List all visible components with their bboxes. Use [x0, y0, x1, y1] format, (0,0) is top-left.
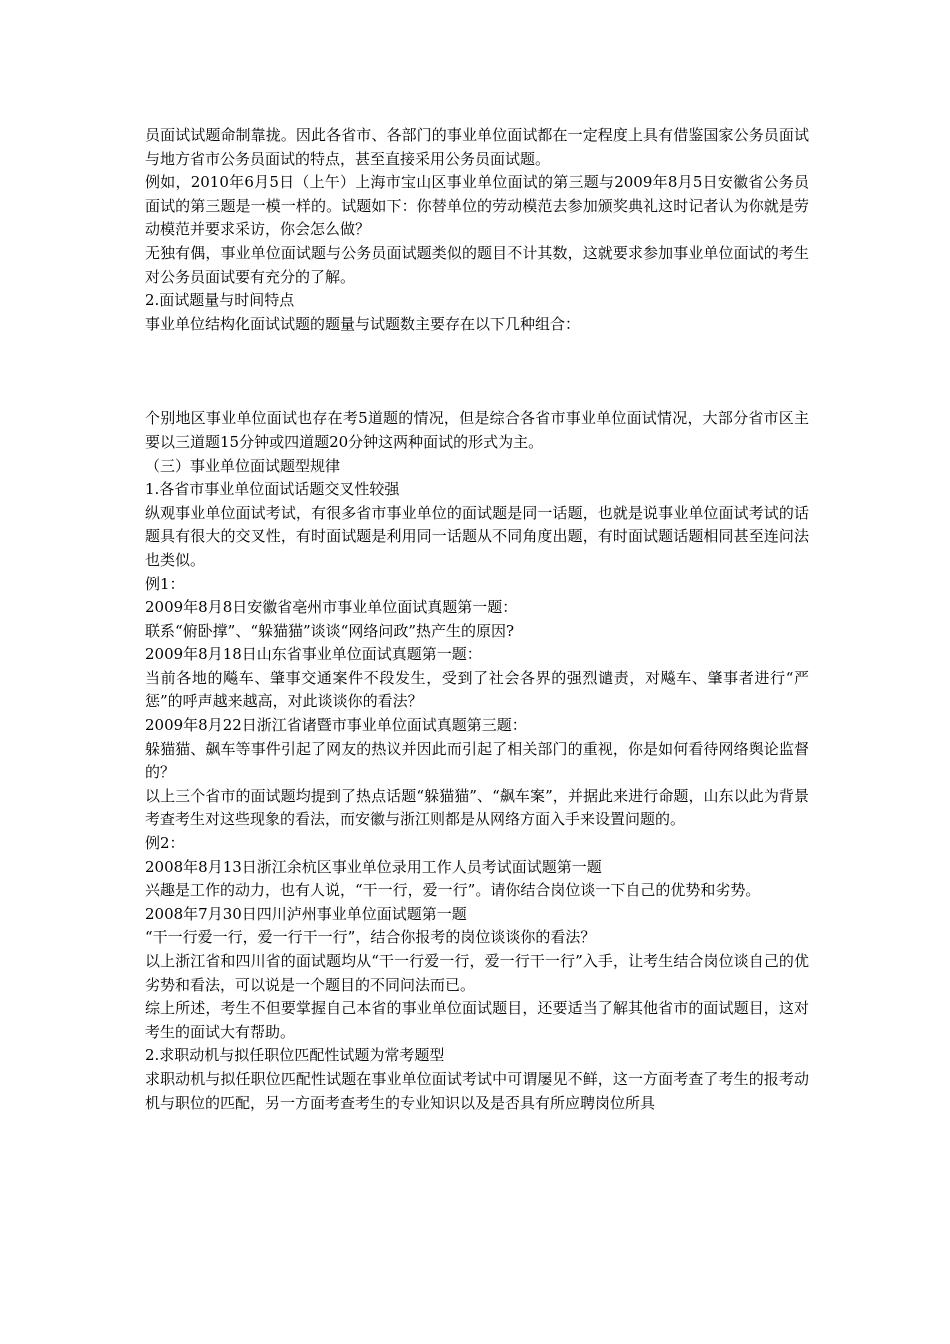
document-page — [145, 124, 809, 1115]
paragraph: 1.各省市事业单位面试话题交叉性较强 — [145, 480, 400, 499]
paragraph: 联系“俯卧撑”、“躲猫猫”谈谈“网络问政”热产生的原因? — [145, 621, 515, 640]
paragraph: 2.求职动机与拟任职位匹配性试题为常考题型 — [145, 1046, 445, 1065]
paragraph: 无独有偶，事业单位面试题与公务员面试题类似的题目不计其数，这就要求参加事业单位面试的考生对公务员面试要有充分的了解。 — [145, 243, 809, 286]
paragraph: 例1： — [145, 574, 185, 593]
paragraph: 个别地区事业单位面试也存在考5道题的情况，但是综合各省市事业单位面试情况，大部分省市区主要以三道题15分钟或四道题20分钟这两种面试的形式为主。 — [145, 409, 809, 451]
paragraph: “干一行爱一行，爱一行干一行”，结合你报考的岗位谈谈你的看法？ — [145, 928, 596, 947]
paragraph: （三）事业单位面试题型规律 — [145, 456, 341, 475]
document-body-top — [145, 124, 809, 336]
paragraph: 2009年8月22日浙江省诸暨市事业单位面试真题第三题： — [145, 716, 527, 735]
paragraph: 兴趣是工作的动力，也有人说，“干一行，爱一行”。请你结合岗位谈一下自己的优势和劣势。 — [145, 881, 761, 900]
paragraph: 2.面试题量与时间特点 — [145, 291, 295, 310]
paragraph: 2008年7月30日四川泸州事业单位面试题第一题 — [145, 904, 467, 923]
paragraph: 以上浙江省和四川省的面试题均从“干一行爱一行，爱一行干一行”入手，让考生结合岗位谈自己的优劣势和看法，可以说是一个题目的不同问法而已。 — [145, 952, 809, 994]
blank-gap — [145, 336, 809, 407]
paragraph: 求职动机与拟任职位匹配性试题在事业单位面试考试中可谓屡见不鲜，这一方面考查了考生的报考动机与职位的匹配，另一方面考查考生的专业知识以及是否具有所应聘岗位所具 — [145, 1069, 809, 1112]
paragraph: 综上所述，考生不但要掌握自己本省的事业单位面试题目，还要适当了解其他省市的面试题目，这对考生的面试大有帮助。 — [145, 999, 809, 1041]
paragraph: 例2： — [145, 834, 185, 853]
paragraph: 以上三个省市的面试题均提到了热点话题“躲猫猫”、“飙车案”，并据此来进行命题，山东以此为背景考查考生对这些现象的看法，而安徽与浙江则都是从网络方面入手来设置问题的。 — [145, 786, 809, 829]
paragraph: 2008年8月13日浙江余杭区事业单位录用工作人员考试面试题第一题 — [145, 857, 602, 876]
paragraph: 例如，2010年6月5日（上午）上海市宝山区事业单位面试的第三题与2009年8月5日安徽省公务员面试的第三题是一模一样的。试题如下：你替单位的劳动模范去参加颁奖典礼这时记者认为你就是劳动模范并要求采访，你会怎么做？ — [145, 173, 809, 239]
document-body-bottom — [145, 407, 809, 1115]
paragraph: 2009年8月8日安徽省亳州市事业单位面试真题第一题： — [145, 598, 518, 617]
paragraph: 纵观事业单位面试考试，有很多省市事业单位的面试题是同一话题，也就是说事业单位面试考试的话题具有很大的交叉性，有时面试题是利用同一话题从不同角度出题，有时面试题话题相同甚至连问法也类似。 — [145, 503, 809, 569]
paragraph: 躲猫猫、飙车等事件引起了网友的热议并因此而引起了相关部门的重视，你是如何看待网络舆论监督的？ — [145, 739, 809, 782]
paragraph: 员面试试题命制靠拢。因此各省市、各部门的事业单位面试都在一定程度上具有借鉴国家公务员面试与地方省市公务员面试的特点，甚至直接采用公务员面试题。 — [145, 126, 809, 168]
paragraph: 当前各地的飚车、肇事交通案件不段发生，受到了社会各界的强烈谴责，对飚车、肇事者进行“严惩”的呼声越来越高，对此谈谈你的看法？ — [145, 668, 809, 711]
paragraph: 事业单位结构化面试试题的题量与试题数主要存在以下几种组合： — [145, 314, 581, 333]
paragraph: 2009年8月18日山东省事业单位面试真题第一题： — [145, 645, 482, 664]
